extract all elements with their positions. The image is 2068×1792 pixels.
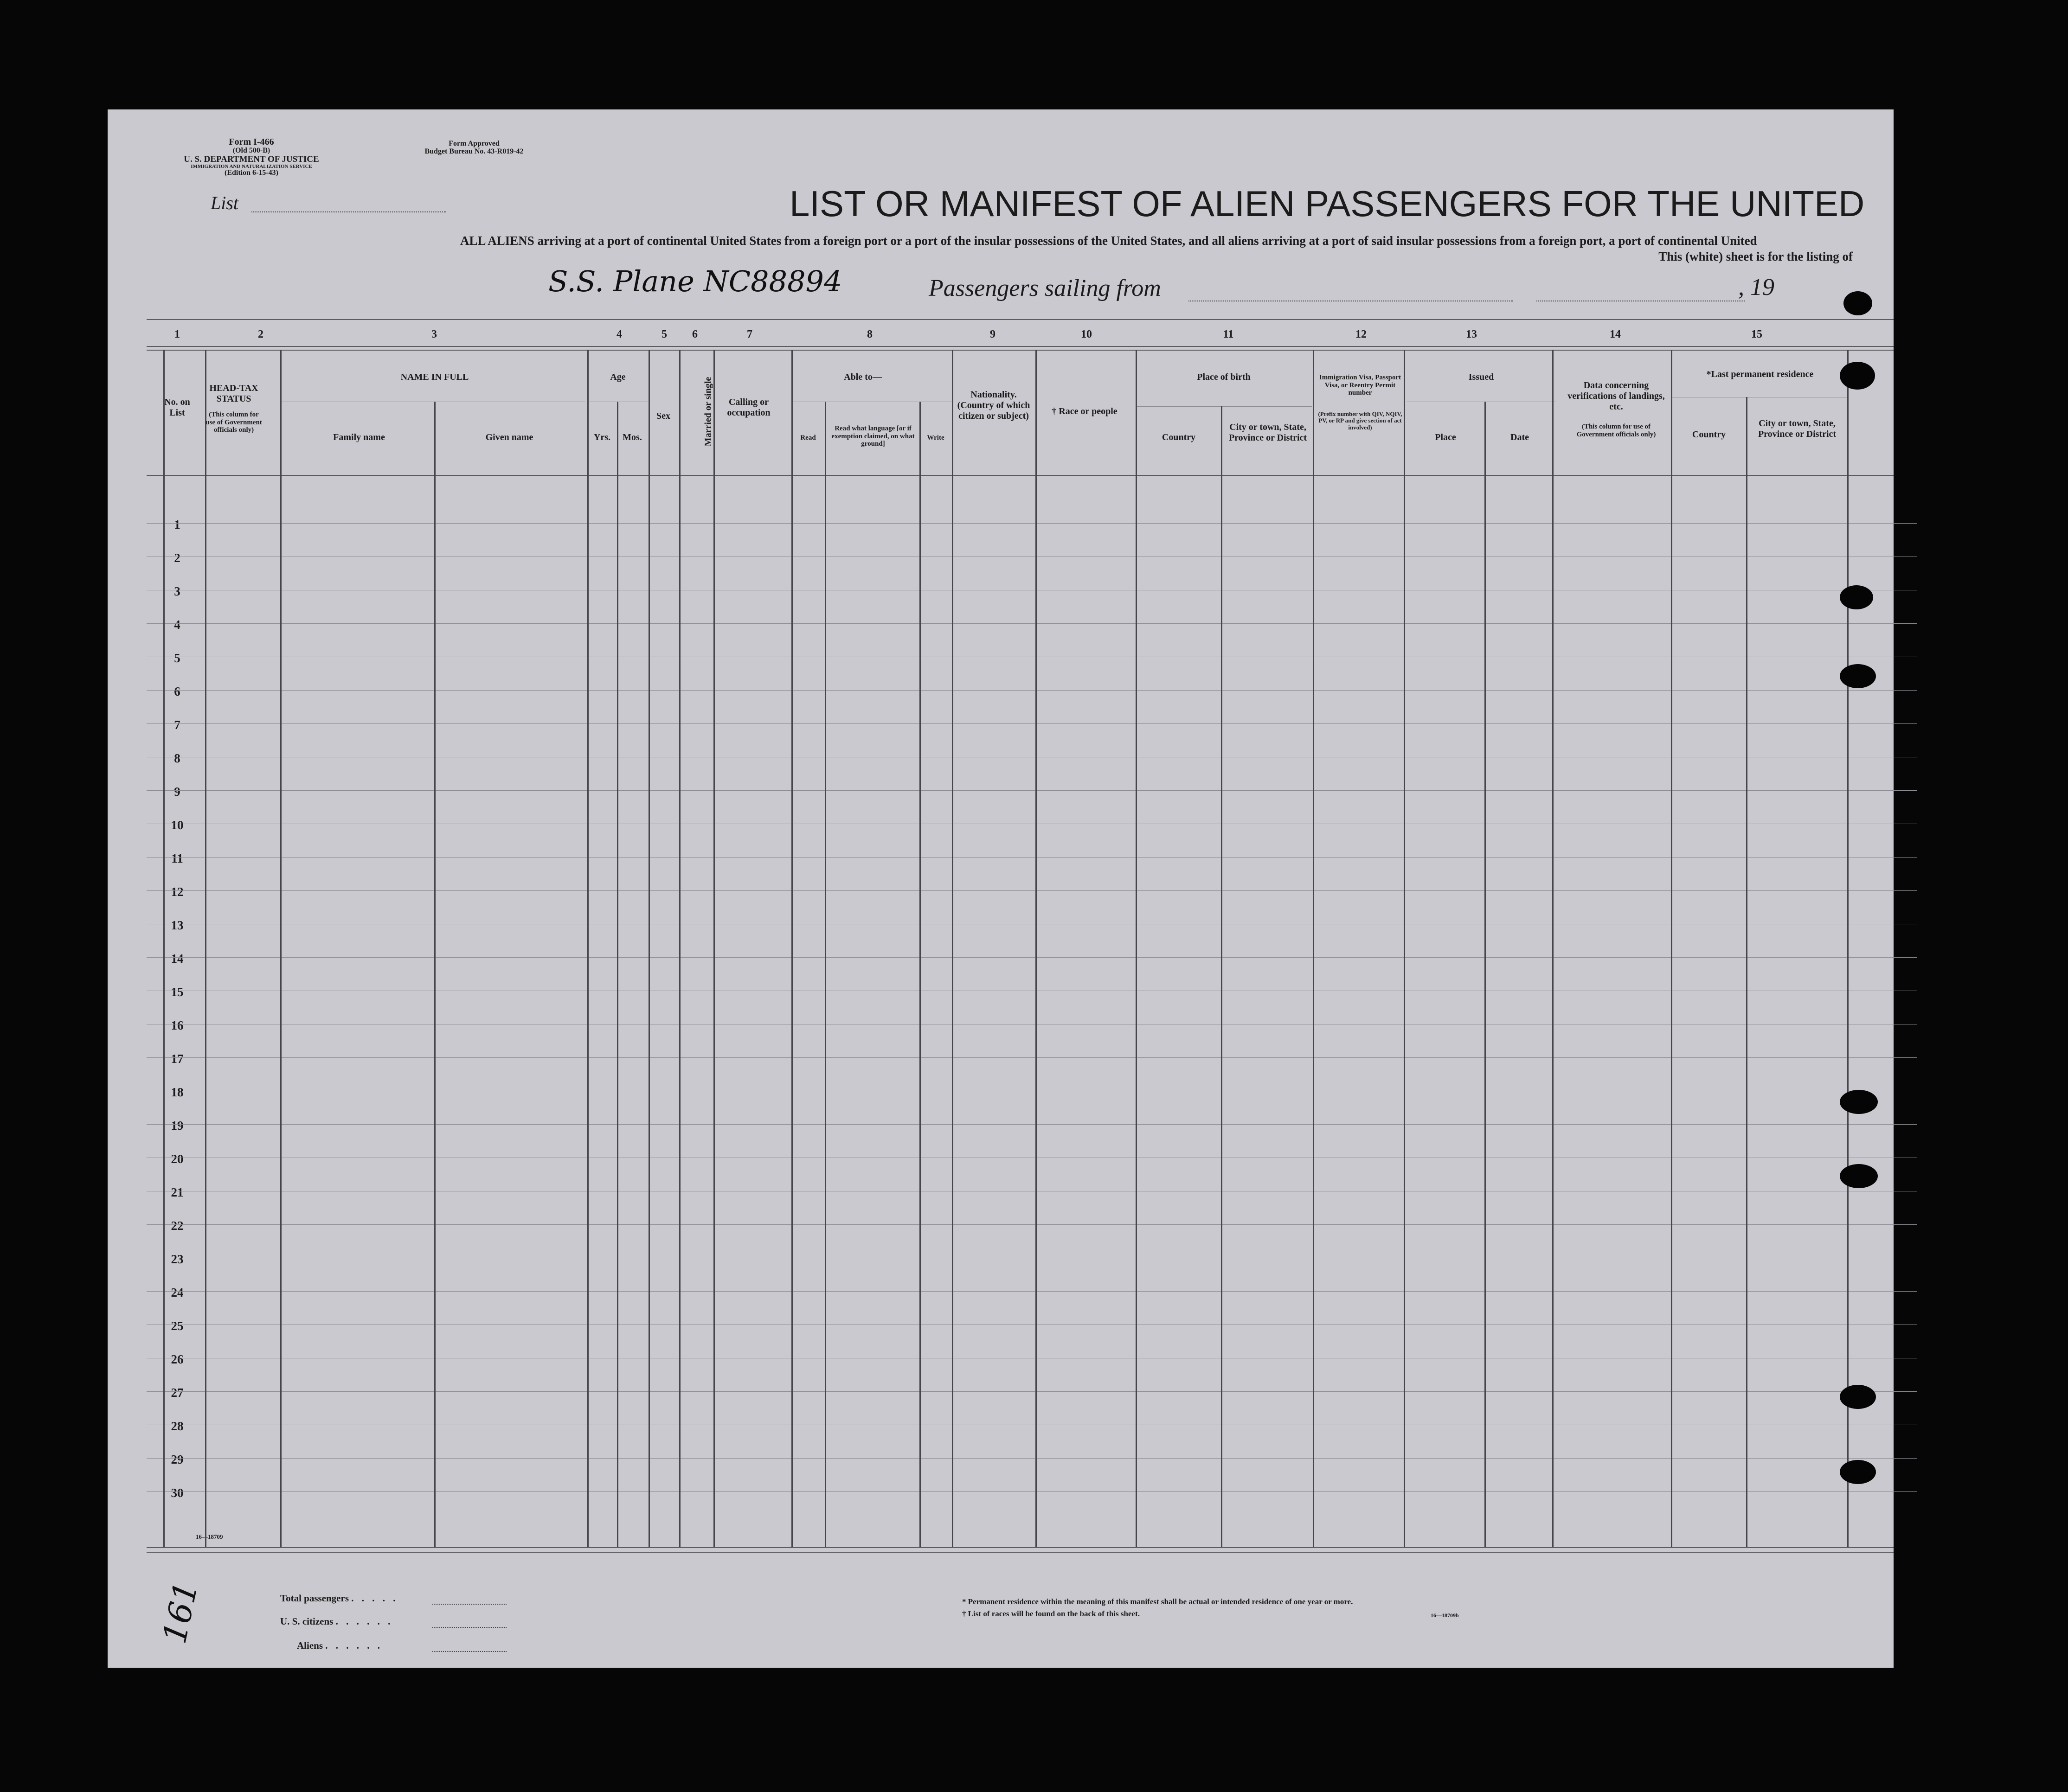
us-citizens-text: U. S. citizens (280, 1616, 334, 1627)
col-num-9: 9 (990, 328, 995, 340)
binder-hole (1840, 1385, 1876, 1409)
column-rule (205, 350, 206, 1547)
header-head-tax: HEAD-TAX STATUS (209, 383, 258, 404)
row-number: 27 (171, 1386, 184, 1400)
col-num-7: 7 (747, 328, 752, 340)
row-rule (147, 1458, 1917, 1459)
row-number: 22 (171, 1219, 184, 1233)
year-prefix: , 19 (1738, 274, 1774, 301)
column-rule (1671, 350, 1672, 1547)
column-rule (1746, 397, 1747, 1547)
dot-leader: . . . . . (351, 1593, 398, 1604)
column-rule (1847, 350, 1849, 1547)
header-mos: Mos. (623, 432, 642, 442)
row-number: 23 (171, 1252, 184, 1266)
header-able-to: Able to— (844, 372, 882, 382)
header-verifications: Data concerning verifications of landings, etc. (1567, 380, 1665, 412)
row-number: 26 (171, 1352, 184, 1366)
list-number-line (251, 211, 446, 212)
col-num-8: 8 (867, 328, 873, 340)
header-verifications-note: (This column for use of Government officials only) (1576, 423, 1656, 438)
row-number: 30 (171, 1486, 184, 1500)
approval-line2: Budget Bureau No. 43-R019-42 (424, 147, 524, 155)
column-rule (1313, 350, 1314, 1547)
header-visa-note: (Prefix number with QIV, NQIV, PV, or RP and give section of act involved) (1318, 410, 1402, 431)
row-rule (147, 790, 1917, 791)
binder-hole (1840, 1460, 1876, 1484)
approval-line1: Form Approved (449, 140, 500, 147)
row-rule (147, 1391, 1917, 1392)
footnote-races: † List of races will be found on the back of this sheet. (962, 1609, 1140, 1618)
row-rule (147, 623, 1917, 624)
col-num-11: 11 (1223, 328, 1234, 340)
total-passengers-label (280, 1593, 398, 1604)
form-id-block (177, 137, 326, 177)
column-rule (1552, 350, 1554, 1547)
header-race: † Race or people (1052, 406, 1117, 416)
form-number: Form I-466 (229, 137, 274, 147)
column-rule (1404, 350, 1405, 1547)
header-country: Country (1162, 432, 1196, 442)
col-num-4: 4 (617, 328, 622, 340)
row-number: 8 (174, 751, 180, 765)
birth-subheader-rule (1136, 406, 1312, 407)
header-last-residence: *Last permanent residence (1706, 369, 1814, 379)
row-number: 12 (171, 885, 184, 899)
dot-leader: . . . . . . (325, 1640, 383, 1651)
header-place: Place (1435, 432, 1456, 442)
page-title: LIST OR MANIFEST OF ALIEN PASSENGERS FOR THE UNITED (790, 183, 1865, 224)
column-rule (825, 402, 826, 1547)
header-country-2: Country (1692, 429, 1726, 440)
row-number: 1 (174, 518, 180, 531)
header-no-on-list: No. on List (164, 397, 190, 418)
row-number: 11 (171, 851, 183, 865)
approval-block (405, 140, 544, 156)
row-rule (147, 1291, 1917, 1292)
row-rule (147, 523, 1917, 524)
row-rule (147, 857, 1917, 858)
row-number: 20 (171, 1152, 184, 1166)
row-number: 10 (171, 818, 184, 832)
row-rule (147, 1491, 1917, 1492)
binder-hole (1840, 1164, 1878, 1188)
row-number: 18 (171, 1085, 184, 1099)
header-calling: Calling or occupation (727, 397, 771, 418)
header-city-town-2: City or town, State, Province or District (1758, 418, 1837, 439)
column-number-rule (147, 346, 1894, 347)
row-number: 29 (171, 1453, 184, 1466)
header-city-town: City or town, State, Province or District (1228, 422, 1307, 443)
margin-handwritten-number: 161 (155, 1578, 206, 1647)
row-number: 7 (174, 718, 180, 732)
column-rule (649, 350, 650, 1547)
col-num-1: 1 (174, 328, 180, 340)
header-age: Age (610, 372, 626, 382)
row-rule (147, 1124, 1917, 1125)
header-date: Date (1510, 432, 1529, 442)
table-top-rule (147, 319, 1894, 320)
old-form-number: (Old 500-B) (232, 147, 270, 154)
column-number-rule (147, 350, 1894, 351)
header-married: Married or single (703, 377, 713, 447)
total-passengers-text: Total passengers (280, 1593, 349, 1604)
row-number: 19 (171, 1119, 184, 1133)
row-number: 14 (171, 952, 184, 966)
header-nationality: Nationality. (Country of which citizen or subject) (957, 390, 1030, 421)
binder-hole (1840, 362, 1875, 390)
header-read: Read (800, 434, 816, 442)
header-given-name: Given name (485, 432, 533, 442)
col-num-15: 15 (1751, 328, 1762, 340)
col-num-5: 5 (662, 328, 667, 340)
column-rule (919, 402, 921, 1547)
header-name-in-full: NAME IN FULL (400, 372, 469, 382)
edition: (Edition 6-15-43) (225, 169, 278, 177)
footnote-residence: * Permanent residence within the meaning of this manifest shall be actual or intended residence of one year or more. (962, 1597, 1353, 1606)
us-citizens-label (280, 1616, 393, 1627)
list-label: List (211, 192, 239, 213)
header-read-language: Read what language [or if exemption claimed, on what ground] (831, 425, 915, 448)
header-yrs: Yrs. (593, 432, 611, 442)
col-num-13: 13 (1466, 328, 1477, 340)
column-rule (679, 350, 681, 1547)
service-name: IMMIGRATION AND NATURALIZATION SERVICE (191, 163, 312, 169)
table-bottom-rule (147, 1547, 1894, 1548)
column-rule (791, 350, 793, 1547)
row-number: 5 (174, 651, 180, 665)
sailing-label: Passengers sailing from (929, 275, 1161, 301)
col-num-12: 12 (1355, 328, 1367, 340)
header-visa: Immigration Visa, Passport Visa, or Reentry Permit number (1319, 374, 1401, 397)
row-number: 15 (171, 985, 184, 999)
bottom-form-code: 16—18709 (196, 1533, 223, 1540)
column-rule (587, 350, 589, 1547)
column-rule (1484, 402, 1486, 1547)
binder-hole (1840, 664, 1876, 688)
binder-hole (1840, 1090, 1878, 1114)
aliens-text: Aliens (297, 1640, 323, 1651)
row-number: 25 (171, 1319, 184, 1333)
column-rule (617, 402, 618, 1547)
row-number: 9 (174, 785, 180, 799)
manifest-sheet (108, 109, 1894, 1668)
header-bottom-rule (147, 475, 1894, 476)
dot-leader: . . . . . . (335, 1616, 393, 1627)
column-rule (434, 402, 436, 1547)
column-rule (713, 350, 715, 1547)
row-number: 17 (171, 1052, 184, 1066)
us-citizens-line (432, 1627, 507, 1628)
row-number: 4 (174, 618, 180, 632)
row-number: 2 (174, 551, 180, 565)
row-rule (147, 723, 1917, 724)
table-bottom-rule (147, 1552, 1894, 1553)
row-rule (147, 957, 1917, 958)
row-number: 21 (171, 1185, 184, 1199)
header-head-tax-note: (This column for use of Government officials only) (206, 411, 262, 434)
row-number: 28 (171, 1419, 184, 1433)
header-sex: Sex (656, 411, 670, 421)
col-num-6: 6 (692, 328, 698, 340)
header-family-name: Family name (333, 432, 385, 442)
total-passengers-line (432, 1604, 507, 1605)
header-issued: Issued (1468, 372, 1494, 382)
header-write: Write (927, 434, 944, 442)
subtitle-line-2: This (white) sheet is for the listing of (1658, 250, 1853, 263)
subtitle-line-1: ALL ALIENS arriving at a port of continental United States from a foreign port or a port of the insular possessions of the United States, and all aliens arriving at a port of said insular possessions from a foreign port, a port of continental United (460, 234, 1757, 248)
col-num-10: 10 (1081, 328, 1092, 340)
row-rule (147, 890, 1917, 891)
aliens-label (297, 1640, 383, 1651)
column-rule (280, 350, 282, 1547)
row-number: 16 (171, 1018, 184, 1032)
row-number: 24 (171, 1286, 184, 1299)
col-num-14: 14 (1610, 328, 1621, 340)
column-rule (952, 350, 953, 1547)
row-rule (147, 690, 1917, 691)
column-rule (163, 350, 165, 1547)
col-num-3: 3 (431, 328, 437, 340)
binder-hole (1843, 291, 1872, 315)
row-rule (147, 1057, 1917, 1058)
column-rule (1136, 350, 1137, 1547)
vessel-handwritten: S.S. Plane NC88894 (548, 264, 842, 298)
header-place-of-birth: Place of birth (1197, 372, 1251, 382)
footnote-code: 16—18709b (1431, 1612, 1459, 1619)
row-rule (147, 1224, 1917, 1225)
col-num-2: 2 (258, 328, 263, 340)
row-number: 13 (171, 918, 184, 932)
row-number: 3 (174, 584, 180, 598)
column-rule (1221, 406, 1222, 1547)
department-name: U. S. DEPARTMENT OF JUSTICE (184, 154, 319, 164)
row-number: 6 (174, 685, 180, 698)
column-rule (1035, 350, 1037, 1547)
binder-hole (1840, 585, 1873, 609)
aliens-line (432, 1651, 507, 1652)
